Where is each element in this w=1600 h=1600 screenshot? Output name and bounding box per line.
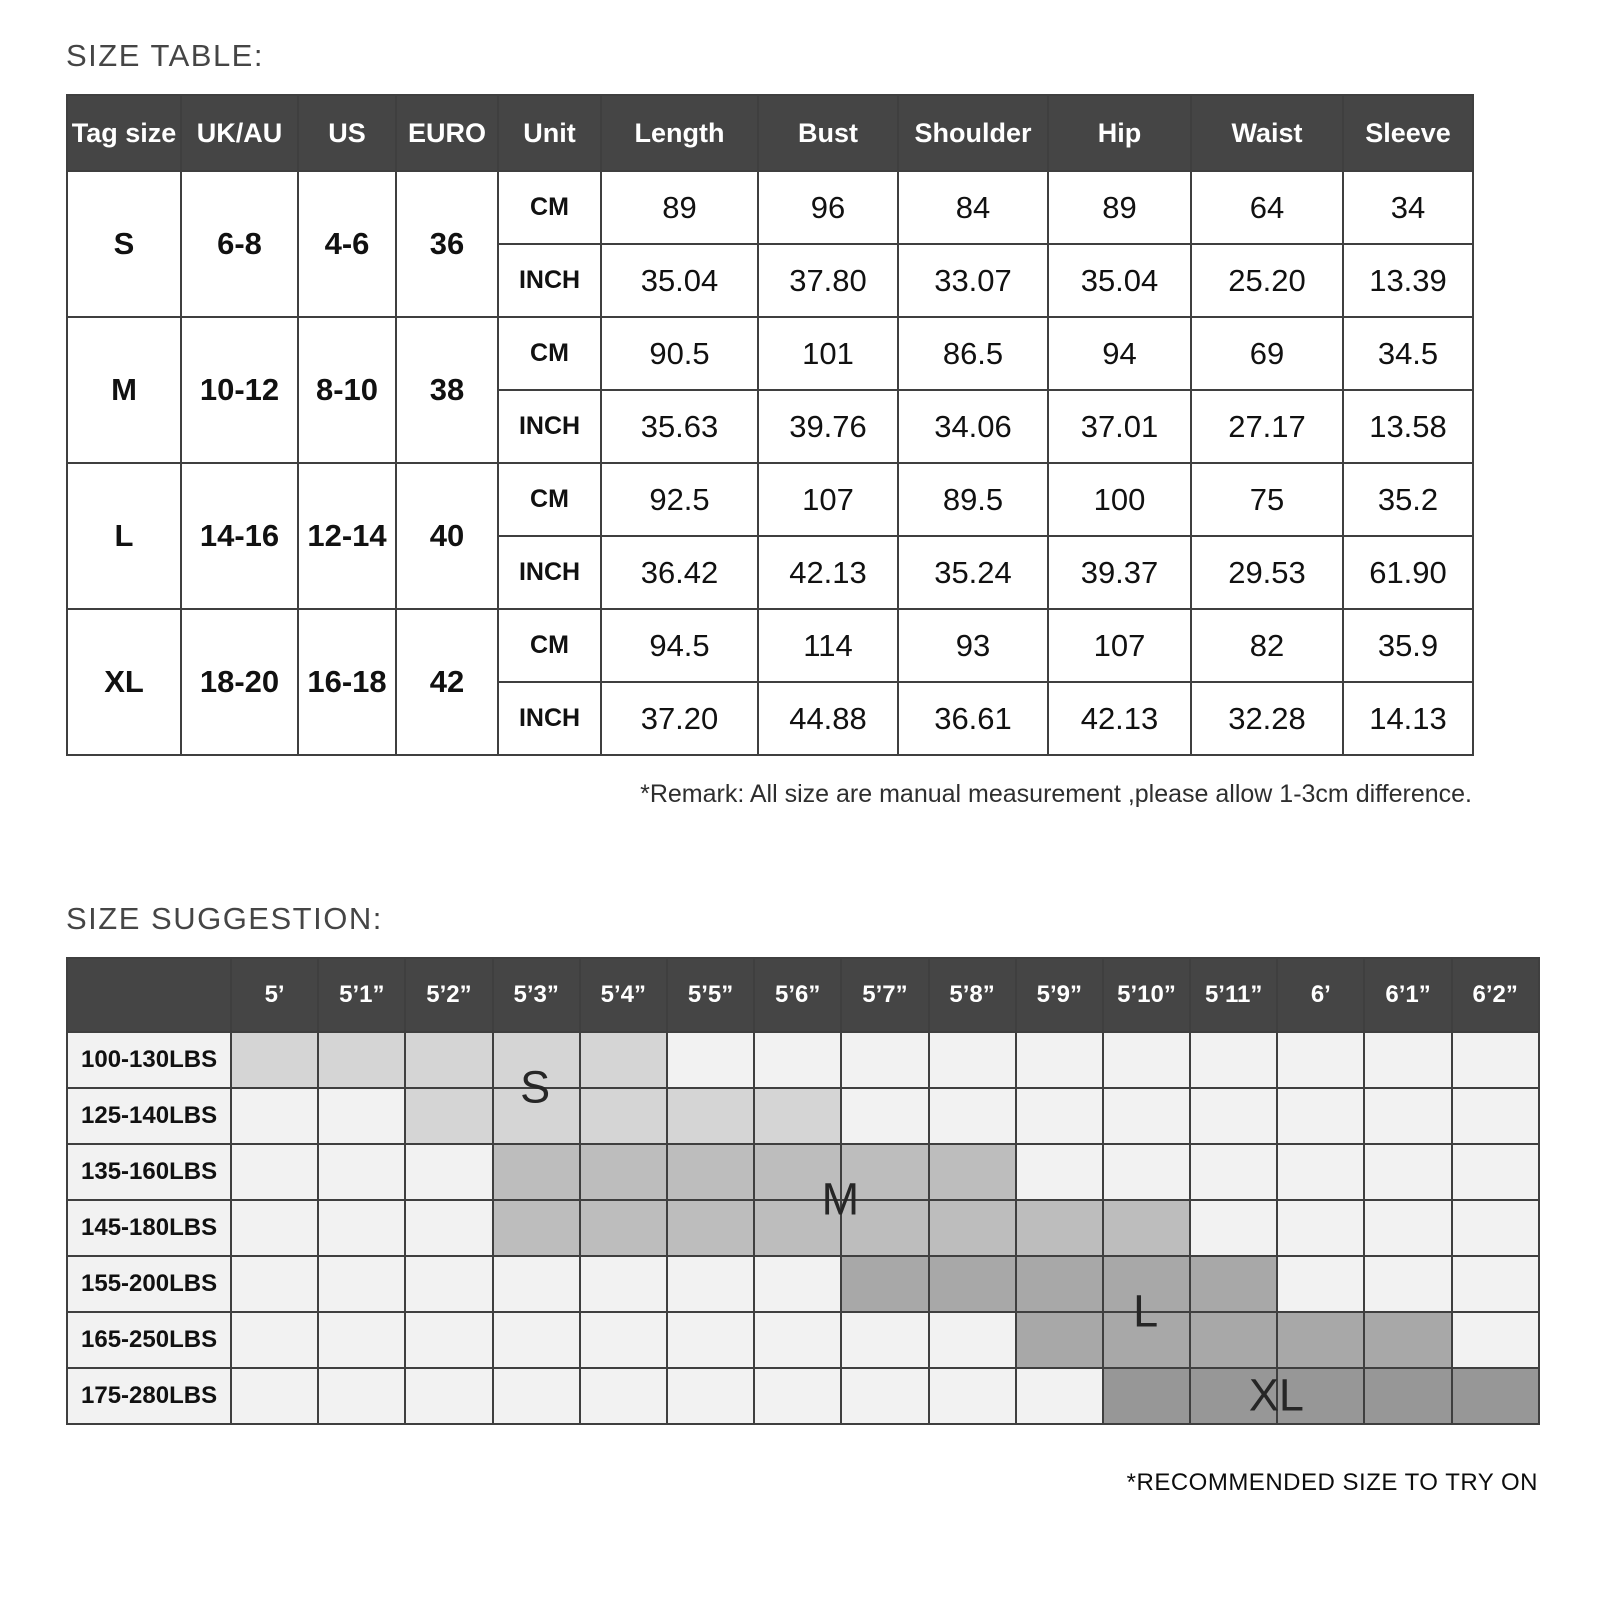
suggestion-cell-XL (1190, 1368, 1277, 1424)
suggestion-cell-M (667, 1200, 754, 1256)
measurement-inch-value: 42.13 (758, 536, 898, 609)
suggestion-cell-M (1103, 1200, 1190, 1256)
measurement-cm-value: 64 (1191, 171, 1343, 244)
suggestion-cell-S (405, 1032, 492, 1088)
size-suggestion-title: SIZE SUGGESTION: (66, 901, 383, 936)
us-size: 12-14 (298, 463, 396, 609)
measurement-cm-value: 89 (1048, 171, 1191, 244)
measurement-cm-value: 94 (1048, 317, 1191, 390)
suggestion-cell (841, 1088, 928, 1144)
suggestion-cell (231, 1312, 318, 1368)
measurement-cm-value: 89 (601, 171, 758, 244)
height-column-header: 5’6” (754, 958, 841, 1032)
suggestion-cell (493, 1312, 580, 1368)
suggestion-cell-S (667, 1088, 754, 1144)
suggestion-cell (667, 1368, 754, 1424)
size-column-header: Shoulder (898, 95, 1048, 171)
weight-row (67, 1032, 1539, 1088)
measurement-cm-value: 82 (1191, 609, 1343, 682)
size-table (66, 94, 1474, 756)
suggestion-cell-S (318, 1032, 405, 1088)
suggestion-cell (1016, 1088, 1103, 1144)
size-column-header: US (298, 95, 396, 171)
measurement-inch-value: 35.04 (1048, 244, 1191, 317)
measurement-cm-value: 100 (1048, 463, 1191, 536)
suggestion-cell (1277, 1200, 1364, 1256)
measurement-inch-value: 13.39 (1343, 244, 1473, 317)
size-tag: M (67, 317, 181, 463)
measurement-inch-value: 36.42 (601, 536, 758, 609)
suggestion-cell (1452, 1032, 1539, 1088)
unit-cm-label: CM (498, 463, 601, 536)
measurement-cm-value: 35.9 (1343, 609, 1473, 682)
measurement-inch-value: 37.80 (758, 244, 898, 317)
height-header-row (67, 958, 1539, 1032)
measurement-cm-value: 93 (898, 609, 1048, 682)
suggestion-cell-L (1103, 1312, 1190, 1368)
suggestion-cell (754, 1256, 841, 1312)
suggestion-cell (318, 1200, 405, 1256)
height-column-header: 5’2” (405, 958, 492, 1032)
height-column-header: 6’2” (1452, 958, 1539, 1032)
suggestion-cell (841, 1368, 928, 1424)
suggestion-cell (231, 1200, 318, 1256)
size-column-header: Unit (498, 95, 601, 171)
measurement-cm-value: 34.5 (1343, 317, 1473, 390)
suggestion-cell (318, 1312, 405, 1368)
measurement-cm-value: 89.5 (898, 463, 1048, 536)
size-column-header: Waist (1191, 95, 1343, 171)
weight-row (67, 1144, 1539, 1200)
height-column-header: 5’11” (1190, 958, 1277, 1032)
suggestion-cell (1277, 1144, 1364, 1200)
measurement-cm-value: 34 (1343, 171, 1473, 244)
weight-range-label: 165-250LBS (67, 1312, 231, 1368)
suggestion-cell (1364, 1200, 1451, 1256)
suggestion-cell (1452, 1144, 1539, 1200)
size-suggestion-table (66, 957, 1540, 1425)
height-column-header: 5’5” (667, 958, 754, 1032)
height-column-header: 5’7” (841, 958, 928, 1032)
measurement-inch-value: 14.13 (1343, 682, 1473, 755)
height-column-header: 6’1” (1364, 958, 1451, 1032)
weight-range-label: 125-140LBS (67, 1088, 231, 1144)
suggestion-cell-L (1103, 1256, 1190, 1312)
euro-size: 42 (396, 609, 498, 755)
height-column-header: 5’1” (318, 958, 405, 1032)
measurement-inch-value: 35.24 (898, 536, 1048, 609)
unit-cm-label: CM (498, 171, 601, 244)
uk-au-size: 10-12 (181, 317, 298, 463)
suggestion-cell (318, 1088, 405, 1144)
size-tag: S (67, 171, 181, 317)
size-column-header: UK/AU (181, 95, 298, 171)
suggestion-cell (929, 1032, 1016, 1088)
suggestion-cell (580, 1256, 667, 1312)
size-tag: L (67, 463, 181, 609)
suggestion-cell-L (841, 1256, 928, 1312)
uk-au-size: 14-16 (181, 463, 298, 609)
suggestion-cell-M (493, 1144, 580, 1200)
measurement-cm-value: 35.2 (1343, 463, 1473, 536)
corner-blank-header (67, 958, 231, 1032)
suggestion-cell (1364, 1088, 1451, 1144)
suggestion-cell-XL (1364, 1368, 1451, 1424)
euro-size: 38 (396, 317, 498, 463)
suggestion-cell-S (493, 1032, 580, 1088)
size-column-header: EURO (396, 95, 498, 171)
height-column-header: 6’ (1277, 958, 1364, 1032)
suggestion-cell (318, 1256, 405, 1312)
suggestion-cell-L (1016, 1256, 1103, 1312)
unit-inch-label: INCH (498, 244, 601, 317)
measurement-inch-value: 35.04 (601, 244, 758, 317)
suggestion-cell (405, 1144, 492, 1200)
weight-range-label: 155-200LBS (67, 1256, 231, 1312)
uk-au-size: 6-8 (181, 171, 298, 317)
suggestion-cell-L (1277, 1312, 1364, 1368)
suggestion-cell (1452, 1256, 1539, 1312)
measurement-inch-value: 42.13 (1048, 682, 1191, 755)
suggestion-cell-M (493, 1200, 580, 1256)
measurement-cm-value: 107 (1048, 609, 1191, 682)
size-region-letter-L: L (1133, 1285, 1159, 1337)
euro-size: 40 (396, 463, 498, 609)
size-table-title: SIZE TABLE: (66, 38, 264, 73)
suggestion-cell (1190, 1200, 1277, 1256)
suggestion-cell (1016, 1032, 1103, 1088)
us-size: 16-18 (298, 609, 396, 755)
weight-row (67, 1200, 1539, 1256)
suggestion-cell-L (1016, 1312, 1103, 1368)
suggestion-cell (1452, 1088, 1539, 1144)
suggestion-cell-L (1190, 1256, 1277, 1312)
suggestion-cell-M (841, 1200, 928, 1256)
measurement-inch-value: 13.58 (1343, 390, 1473, 463)
suggestion-cell-M (841, 1144, 928, 1200)
suggestion-cell-M (754, 1200, 841, 1256)
suggestion-cell-M (929, 1200, 1016, 1256)
suggestion-cell-L (929, 1256, 1016, 1312)
suggestion-cell-M (754, 1144, 841, 1200)
suggestion-cell (493, 1368, 580, 1424)
size-column-header: Hip (1048, 95, 1191, 171)
suggestion-cell (1364, 1256, 1451, 1312)
suggestion-cell-M (667, 1144, 754, 1200)
suggestion-cell (667, 1312, 754, 1368)
suggestion-cell (1364, 1144, 1451, 1200)
suggestion-cell (318, 1368, 405, 1424)
size-region-letter-S: S (520, 1061, 551, 1113)
suggestion-cell-S (405, 1088, 492, 1144)
suggestion-cell (318, 1144, 405, 1200)
weight-row (67, 1088, 1539, 1144)
suggestion-cell (754, 1368, 841, 1424)
measurement-cm-value: 107 (758, 463, 898, 536)
suggestion-cell (667, 1256, 754, 1312)
size-region-letter-XL: XL (1248, 1369, 1304, 1421)
suggestion-cell (1190, 1088, 1277, 1144)
height-column-header: 5’10” (1103, 958, 1190, 1032)
suggestion-cell (231, 1256, 318, 1312)
measurement-inch-value: 39.76 (758, 390, 898, 463)
suggestion-cell (405, 1368, 492, 1424)
suggestion-cell (493, 1256, 580, 1312)
suggestion-cell (841, 1032, 928, 1088)
measurement-inch-value: 35.63 (601, 390, 758, 463)
suggestion-cell (405, 1200, 492, 1256)
size-suggestion-grid (66, 957, 1538, 1425)
measurement-inch-value: 37.01 (1048, 390, 1191, 463)
measurement-inch-value: 44.88 (758, 682, 898, 755)
suggestion-cell-S (754, 1088, 841, 1144)
measurement-inch-value: 25.20 (1191, 244, 1343, 317)
weight-range-label: 100-130LBS (67, 1032, 231, 1088)
unit-inch-label: INCH (498, 390, 601, 463)
measurement-inch-value: 32.28 (1191, 682, 1343, 755)
suggestion-cell (1452, 1312, 1539, 1368)
suggestion-cell (231, 1088, 318, 1144)
suggestion-cell (1190, 1144, 1277, 1200)
suggestion-cell-M (929, 1144, 1016, 1200)
suggestion-cell (1016, 1144, 1103, 1200)
suggestion-cell (754, 1032, 841, 1088)
weight-range-label: 175-280LBS (67, 1368, 231, 1424)
suggestion-cell (405, 1312, 492, 1368)
suggestion-cell (754, 1312, 841, 1368)
size-column-header: Tag size (67, 95, 181, 171)
suggestion-cell (1103, 1088, 1190, 1144)
suggestion-cell (1103, 1032, 1190, 1088)
suggestion-cell-XL (1452, 1368, 1539, 1424)
height-column-header: 5’8” (929, 958, 1016, 1032)
measurement-cm-value: 101 (758, 317, 898, 390)
measurement-inch-value: 33.07 (898, 244, 1048, 317)
suggestion-cell-L (1364, 1312, 1451, 1368)
weight-row (67, 1256, 1539, 1312)
suggestion-cell (1277, 1032, 1364, 1088)
uk-au-size: 18-20 (181, 609, 298, 755)
measurement-remark: *Remark: All size are manual measurement ,please allow 1-3cm difference. (640, 780, 1472, 808)
us-size: 4-6 (298, 171, 396, 317)
measurement-cm-value: 75 (1191, 463, 1343, 536)
suggestion-cell (231, 1144, 318, 1200)
size-column-header: Sleeve (1343, 95, 1473, 171)
measurement-cm-value: 114 (758, 609, 898, 682)
height-column-header: 5’ (231, 958, 318, 1032)
measurement-inch-value: 34.06 (898, 390, 1048, 463)
unit-cm-label: CM (498, 317, 601, 390)
suggestion-cell-S (580, 1088, 667, 1144)
suggestion-cell (580, 1368, 667, 1424)
height-column-header: 5’3” (493, 958, 580, 1032)
size-column-header: Bust (758, 95, 898, 171)
suggestion-cell (1452, 1200, 1539, 1256)
suggestion-cell (929, 1312, 1016, 1368)
suggestion-cell (580, 1312, 667, 1368)
weight-range-label: 135-160LBS (67, 1144, 231, 1200)
size-tag: XL (67, 609, 181, 755)
suggestion-cell (1277, 1256, 1364, 1312)
suggestion-cell (405, 1256, 492, 1312)
suggestion-cell (231, 1368, 318, 1424)
suggestion-cell-S (231, 1032, 318, 1088)
suggestion-cell-S (580, 1032, 667, 1088)
size-region-letter-M: M (821, 1173, 860, 1225)
size-column-header: Length (601, 95, 758, 171)
weight-row (67, 1368, 1539, 1424)
weight-range-label: 145-180LBS (67, 1200, 231, 1256)
suggestion-cell-M (580, 1144, 667, 1200)
suggestion-cell-M (580, 1200, 667, 1256)
measurement-cm-value: 84 (898, 171, 1048, 244)
euro-size: 36 (396, 171, 498, 317)
unit-inch-label: INCH (498, 536, 601, 609)
suggestion-cell-S (493, 1088, 580, 1144)
measurement-inch-value: 37.20 (601, 682, 758, 755)
measurement-cm-value: 94.5 (601, 609, 758, 682)
height-column-header: 5’4” (580, 958, 667, 1032)
suggestion-cell (1277, 1088, 1364, 1144)
measurement-cm-value: 96 (758, 171, 898, 244)
measurement-inch-value: 39.37 (1048, 536, 1191, 609)
measurement-inch-value: 61.90 (1343, 536, 1473, 609)
suggestion-cell (1364, 1032, 1451, 1088)
suggestion-cell (929, 1088, 1016, 1144)
recommended-size-note: *RECOMMENDED SIZE TO TRY ON (1126, 1469, 1538, 1496)
weight-row (67, 1312, 1539, 1368)
suggestion-cell (1016, 1368, 1103, 1424)
unit-cm-label: CM (498, 609, 601, 682)
us-size: 8-10 (298, 317, 396, 463)
suggestion-cell (1190, 1032, 1277, 1088)
measurement-inch-value: 36.61 (898, 682, 1048, 755)
suggestion-cell (1103, 1144, 1190, 1200)
suggestion-cell-XL (1103, 1368, 1190, 1424)
height-column-header: 5’9” (1016, 958, 1103, 1032)
measurement-cm-value: 86.5 (898, 317, 1048, 390)
measurement-inch-value: 27.17 (1191, 390, 1343, 463)
measurement-cm-value: 69 (1191, 317, 1343, 390)
measurement-cm-value: 92.5 (601, 463, 758, 536)
suggestion-cell-L (1190, 1312, 1277, 1368)
suggestion-cell (841, 1312, 928, 1368)
size-table-header (67, 95, 1473, 171)
unit-inch-label: INCH (498, 682, 601, 755)
measurement-cm-value: 90.5 (601, 317, 758, 390)
suggestion-cell (929, 1368, 1016, 1424)
suggestion-cell-M (1016, 1200, 1103, 1256)
suggestion-cell (667, 1032, 754, 1088)
measurement-inch-value: 29.53 (1191, 536, 1343, 609)
suggestion-cell-XL (1277, 1368, 1364, 1424)
